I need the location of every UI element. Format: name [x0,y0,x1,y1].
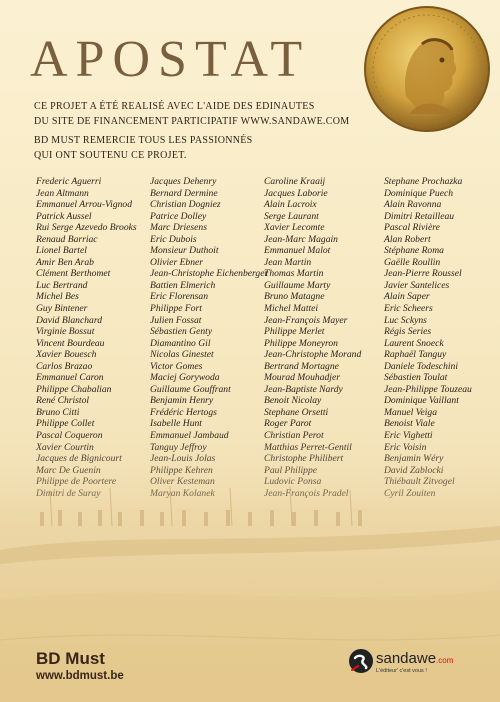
backer-name: Christian Dogniez [150,199,221,211]
backer-name: Guillaume Gouffrant [150,383,231,395]
backer-name: Stephane Prochazka [384,176,463,187]
backer-name: Alain Ravonna [384,199,442,211]
backer-name: Patrick Aussel [36,210,92,222]
backer-name: Benjamin Henry [150,395,214,407]
backer-name: Nicolas Ginestet [150,349,214,361]
backer-name: Guillaume Marty [264,279,331,291]
backer-name: Dominique Vaillant [384,395,459,407]
backer-name: Emmanuel Malot [264,245,331,257]
backer-name: Luc Sckyns [384,314,427,326]
backer-name: Battien Elmerich [150,279,216,291]
backer-name: Carlos Brazao [36,360,93,372]
backer-name: Marc Driesens [150,222,207,234]
backer-name: Clément Berthomet [36,268,111,280]
backer-name: Sébastien Toulat [384,372,448,384]
backer-name: Emmanuel Arrou-Vignod [36,199,133,211]
backer-name: Guy Bintener [36,303,88,315]
backer-name: Bruno Citti [36,406,80,418]
backer-name: David Blanchard [36,314,102,326]
backer-name: Benoist Viale [384,418,435,430]
backer-name: Virginie Bossut [36,326,95,338]
backer-name: Jean-Pierre Roussel [384,268,462,280]
backer-name: Sébastien Genty [150,326,213,338]
backer-name: Frederic Aguerri [36,176,102,187]
sandawe-name [376,650,453,667]
backer-name: Philippe Merlet [264,326,325,338]
backer-name: Laurent Snoeck [384,337,444,349]
backer-name: Isabelle Hunt [150,418,202,430]
backer-name: Bernard Dermine [150,187,218,199]
backer-name: Bruno Matagne [264,291,325,303]
backer-name: Renaud Barriac [36,233,98,245]
thanks-line: QUI ONT SOUTENU CE PROJET. [34,149,187,161]
backer-name: Jean-Baptiste Nardy [264,383,343,395]
backer-name: Alan Robert [384,233,431,245]
sandawe-logo[interactable] [348,646,478,682]
backer-name: Eric Scheers [384,303,433,315]
backer-name: Thomas Martin [264,268,324,280]
bdmust-logo: BD Must [36,649,105,668]
backer-name: Jacques Dehenry [150,176,217,187]
backer-name: Mourad Mouhadjer [264,372,340,384]
page-title: APOSTAT [30,31,311,88]
backer-name: Philippe Collet [36,418,95,430]
backer-name: Dimitri Retailleau [384,210,455,222]
thanks-text [34,134,253,163]
intro-line: CE PROJET A ÉTÉ REALISÉ AVEC L'AIDE DES EDINAUTES [34,101,315,112]
sandawe-com: .com [436,656,454,665]
sandawe-name-text: sandawe [376,650,437,667]
backer-name: Jean-Marc Magain [264,233,338,245]
backer-name: Xavier Lecomte [264,222,325,234]
backer-name: Stephane Orsetti [264,406,329,418]
backer-name: Pascal Rivière [384,222,440,234]
backer-name: Jean-Christophe Eichenberger [150,268,269,280]
backer-name: Rui Serge Azevedo Brooks [36,222,137,234]
backer-name: Michel Bes [36,291,79,303]
backer-name: Lionel Bartel [36,245,87,257]
backer-name: Manuel Veiga [384,406,438,418]
backer-name: Vincent Bourdeau [36,337,105,349]
backer-name: Philippe Moneyron [264,337,338,349]
backer-name: Régis Series [384,326,432,338]
backer-name: Philippe Chabalian [36,383,112,395]
backer-name: Frédéric Hertogs [150,406,217,418]
backer-name: Jacques Laborie [264,187,328,199]
backer-name: Jean-Philippe Touzeau [384,383,472,395]
backer-name: René Christol [36,395,90,407]
backer-name: Xavier Bouesch [36,349,97,361]
backer-name: Eric Dubois [150,233,197,245]
backer-name: Philippe Fort [150,303,202,315]
backer-name: Amir Ben Arab [36,256,94,268]
backer-name: Stéphane Roma [384,245,444,257]
coin-emperor-icon [362,4,492,134]
backer-name: Gaëlle Roullin [384,256,441,268]
backer-name: Diamantino Gil [150,337,211,349]
backer-name: Olivier Ebner [150,256,204,268]
backer-name: Alain Lacroix [264,199,317,211]
backer-name: Patrice Dolley [150,210,207,222]
bdmust-url[interactable]: www.bdmust.be [36,670,124,682]
backer-name: Caroline Kraaij [264,176,326,187]
intro-line: DU SITE DE FINANCEMENT PARTICIPATIF WWW.SANDAWE.COM [34,115,350,127]
backer-name: Eric Florensan [150,291,208,303]
backer-name: Jean Martin [264,256,312,268]
intro-text [34,100,350,129]
sandawe-logo-icon [348,648,374,674]
backer-name: Roger Parot [264,418,312,430]
backer-name: Dominique Puech [384,187,454,199]
backer-name: Bertrand Mortagne [264,360,339,372]
backer-name: Alain Saper [384,291,430,303]
backer-name: Jean Altmann [36,187,89,199]
backer-name: Victor Gomes [150,360,203,372]
backer-name: Monsieur Duthoit [150,245,219,257]
backer-name: Raphaël Tanguy [384,349,447,361]
sandawe-tagline: L'éditeur' c'est vous ! [376,668,427,674]
backer-name: Daniele Todeschini [384,360,458,372]
backer-name: Julien Fossat [150,314,202,326]
backer-name: Luc Bertrand [36,279,88,291]
thanks-line: BD MUST REMERCIE TOUS LES PASSIONNÉS [34,135,253,146]
backer-name: Michel Mattei [264,303,319,315]
backer-name: Benoit Nicolay [264,395,322,407]
backer-name: Javier Santelices [384,279,450,291]
backer-name: Jean-François Mayer [264,314,348,326]
backer-name: Jean-Christophe Morand [264,349,362,361]
backer-name: Serge Laurant [264,210,319,222]
backer-name: Emmanuel Caron [36,372,104,384]
backer-name: Maciej Gorywoda [150,372,220,384]
